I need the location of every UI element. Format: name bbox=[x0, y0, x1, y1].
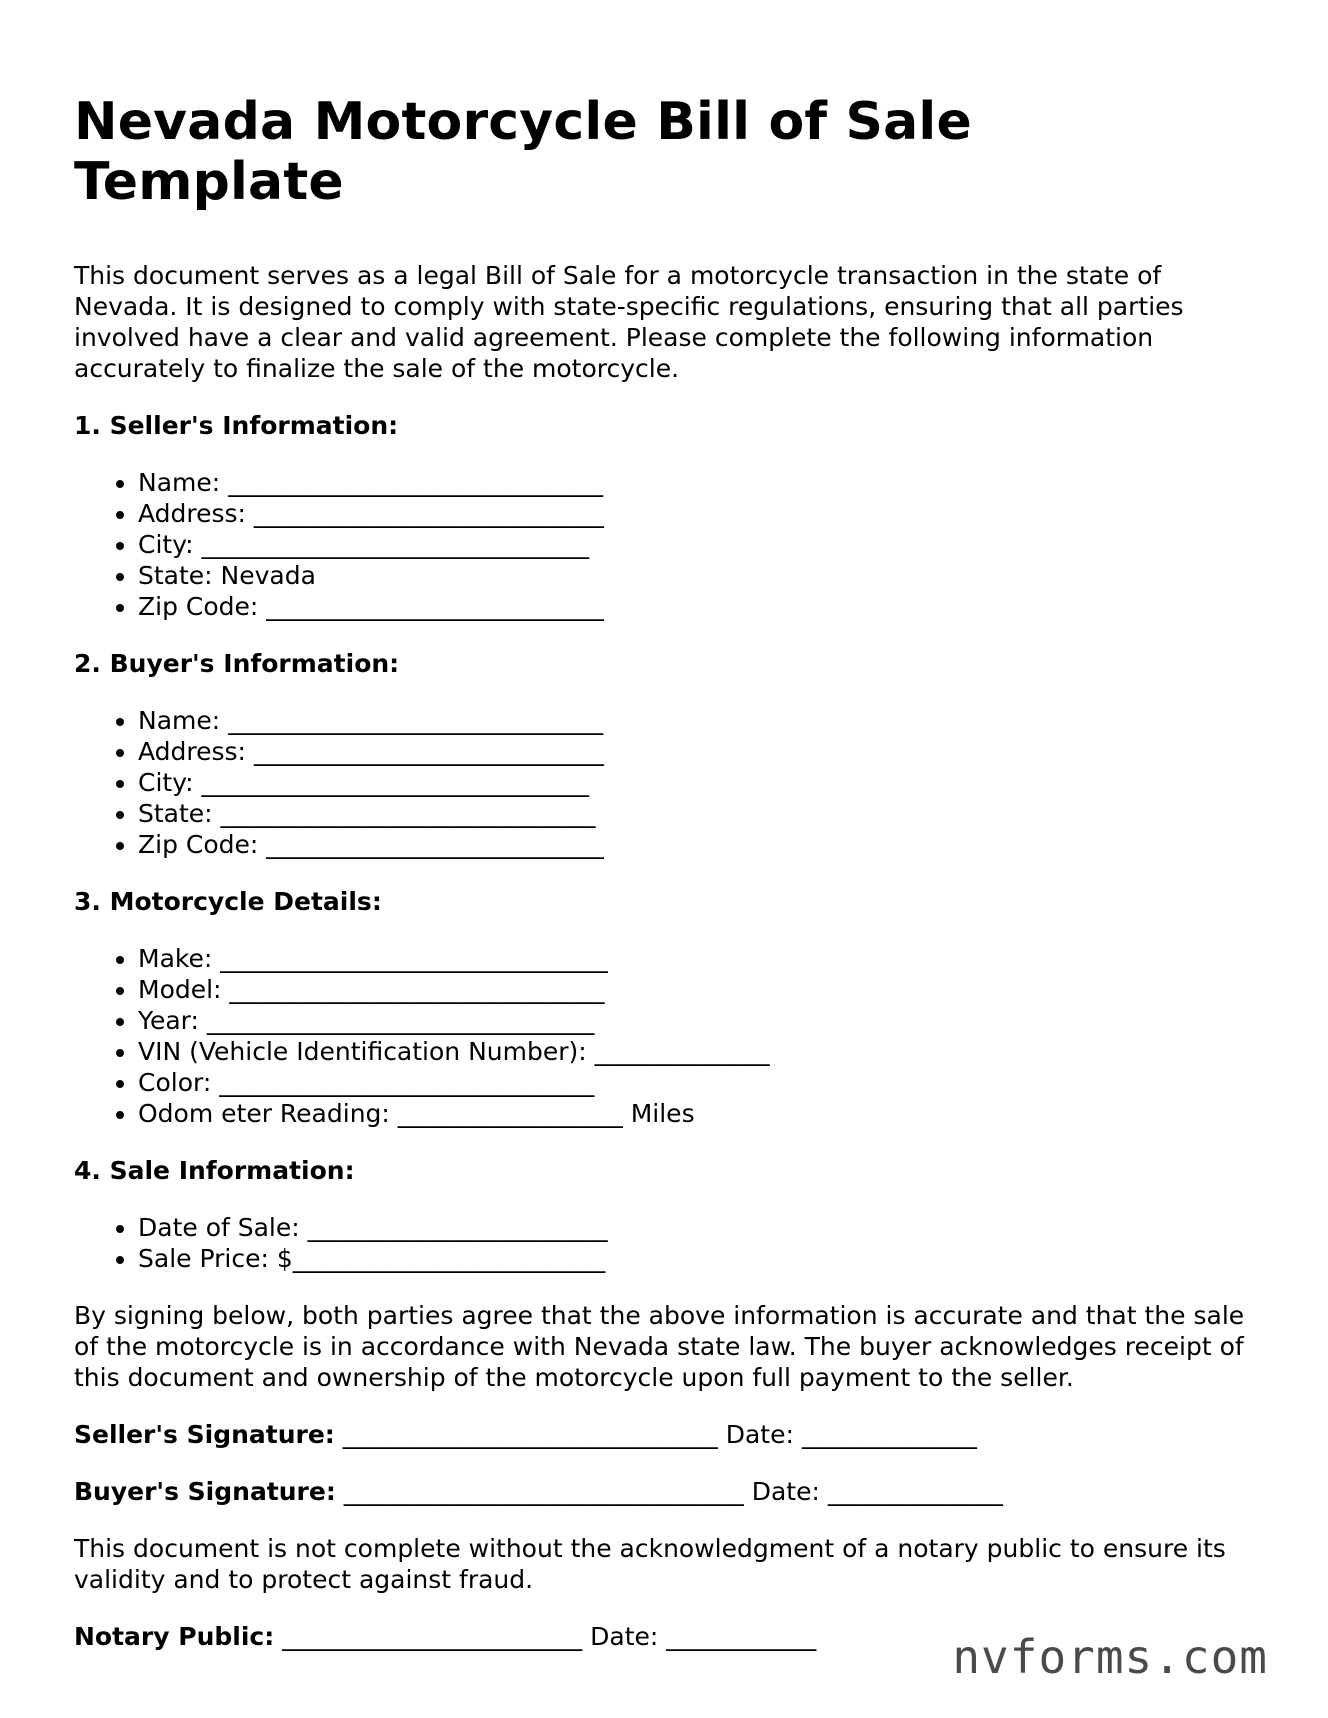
buyer-name-field[interactable]: • Name: ______________________________ bbox=[138, 705, 1264, 736]
motorcycle-odometer-field[interactable]: • Odom eter Reading: __________________ Miles bbox=[138, 1098, 1264, 1129]
sale-field-list bbox=[74, 1212, 1264, 1274]
buyer-section-heading: 2. Buyer's Information: bbox=[74, 649, 400, 678]
seller-signature-blanks[interactable]: ______________________________ Date: ______________ bbox=[334, 1420, 977, 1449]
seller-section-heading: 1. Seller's Information: bbox=[74, 411, 399, 440]
site-watermark: nvforms.com bbox=[952, 1630, 1268, 1684]
motorcycle-vin-field[interactable]: • VIN (Vehicle Identification Number): ______________ bbox=[138, 1036, 1264, 1067]
sale-section-heading: 4. Sale Information: bbox=[74, 1156, 355, 1185]
buyer-field-list bbox=[74, 705, 1264, 860]
buyer-signature-line[interactable] bbox=[74, 1476, 1264, 1507]
seller-city-field[interactable]: • City: _______________________________ bbox=[138, 529, 1264, 560]
intro-paragraph: This document serves as a legal Bill of Sale for a motorcycle transaction in the state of Nevada. It is designed to comply with state-specific regulations, ensuring that all parties involved have a clear and valid agreement. Please complete the following information accurately to finalize the sale of the motorcycle. bbox=[74, 261, 1184, 383]
notary-blanks[interactable]: ________________________ Date: ____________ bbox=[274, 1622, 817, 1651]
buyer-zip-field[interactable]: • Zip Code: ___________________________ bbox=[138, 829, 1264, 860]
seller-address-field[interactable]: • Address: ____________________________ bbox=[138, 498, 1264, 529]
buyer-address-field[interactable]: • Address: ____________________________ bbox=[138, 736, 1264, 767]
sale-price-field[interactable]: • Sale Price: $_________________________ bbox=[138, 1243, 1264, 1274]
buyer-state-field[interactable]: • State: ______________________________ bbox=[138, 798, 1264, 829]
seller-zip-field[interactable]: • Zip Code: ___________________________ bbox=[138, 591, 1264, 622]
buyer-city-field[interactable]: • City: _______________________________ bbox=[138, 767, 1264, 798]
document-page bbox=[74, 92, 1264, 1652]
motorcycle-color-field[interactable]: • Color: ______________________________ bbox=[138, 1067, 1264, 1098]
seller-state-field: • State: Nevada bbox=[138, 560, 1264, 591]
seller-signature-line[interactable] bbox=[74, 1419, 1264, 1450]
seller-signature-label: Seller's Signature: bbox=[74, 1420, 335, 1449]
motorcycle-field-list bbox=[74, 943, 1264, 1129]
motorcycle-section-heading: 3. Motorcycle Details: bbox=[74, 887, 382, 916]
notary-label: Notary Public: bbox=[74, 1622, 275, 1651]
seller-name-field[interactable]: • Name: ______________________________ bbox=[138, 467, 1264, 498]
sale-date-field[interactable]: • Date of Sale: ________________________ bbox=[138, 1212, 1264, 1243]
buyer-signature-blanks[interactable]: ________________________________ Date: ______________ bbox=[335, 1477, 1003, 1506]
motorcycle-model-field[interactable]: • Model: ______________________________ bbox=[138, 974, 1264, 1005]
buyer-signature-label: Buyer's Signature: bbox=[74, 1477, 336, 1506]
page-title: Nevada Motorcycle Bill of Sale Template bbox=[74, 92, 972, 212]
agreement-paragraph: By signing below, both parties agree that the above information is accurate and that the sale of the motorcycle is in accordance with Nevada state law. The buyer acknowledges receipt of this document and ownership of the motorcycle upon full payment to the seller. bbox=[74, 1301, 1245, 1392]
motorcycle-year-field[interactable]: • Year: _______________________________ bbox=[138, 1005, 1264, 1036]
motorcycle-make-field[interactable]: • Make: _______________________________ bbox=[138, 943, 1264, 974]
notary-note-paragraph: This document is not complete without the acknowledgment of a notary public to ensure its validity and to protect against fraud. bbox=[74, 1534, 1226, 1594]
seller-field-list bbox=[74, 467, 1264, 622]
